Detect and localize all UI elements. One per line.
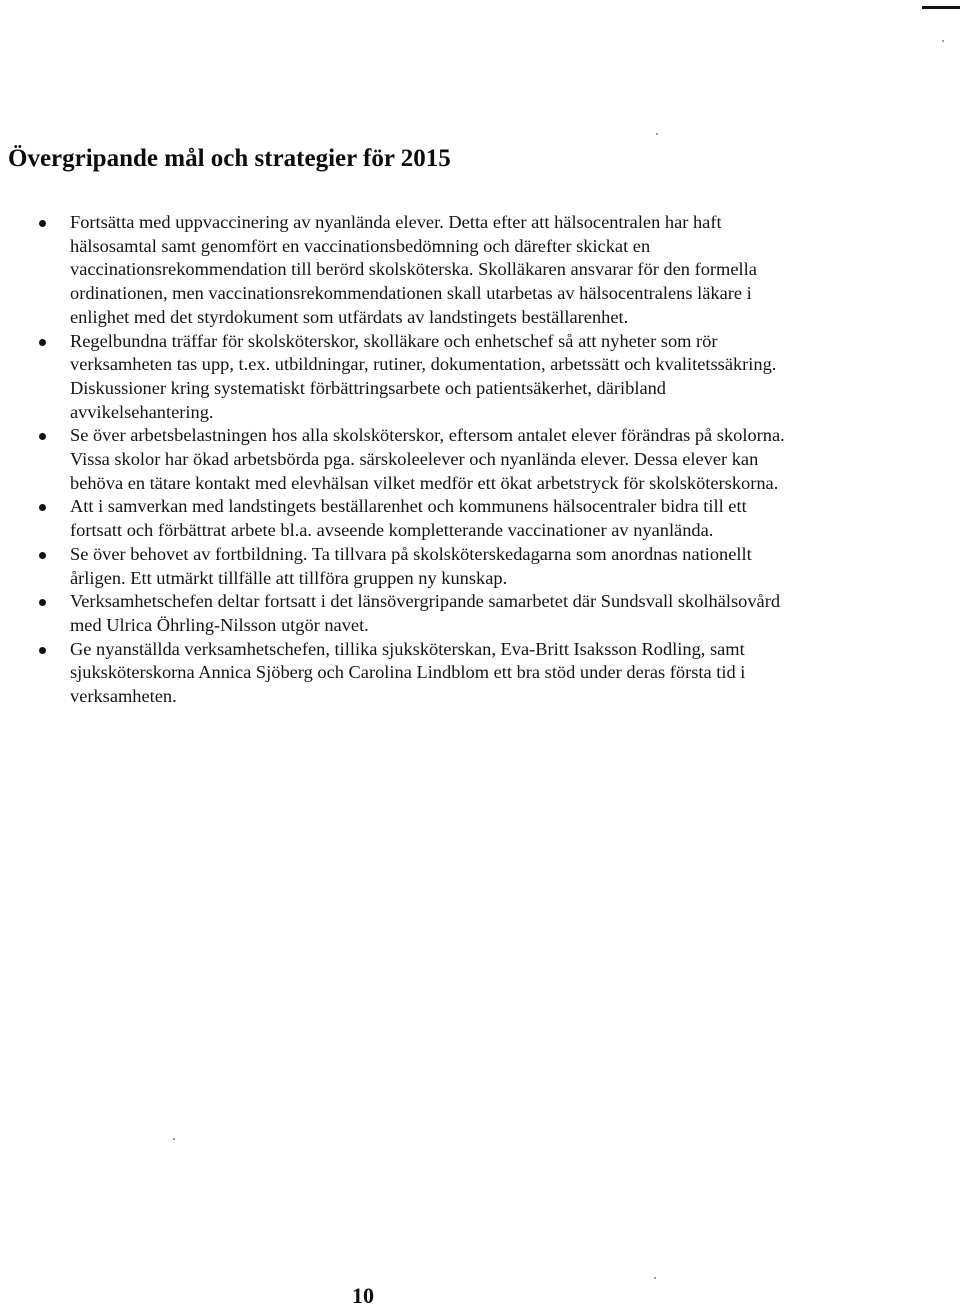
page-heading: Övergripande mål och strategier för 2015 (8, 145, 451, 172)
list-item-text: Fortsätta med uppvaccinering av nyanlända elever. Detta efter att hälsocentralen har haft hälsosamtal samt genomfört en vaccinationsbedömning och därefter skickat en vaccinationsrekommendation till berörd skolsköterska. Skolläkaren ansvarar för den formella ordinationen, men vaccinationsrekommendationen skall utarbetas av hälsocentralens läkare i enlighet med det styrdokument som utfärdats av landstingets beställarenhet. (70, 212, 757, 327)
list-item (70, 330, 790, 425)
list-item (70, 211, 790, 330)
bullet-icon (39, 552, 46, 559)
strategy-bullet-list (70, 211, 790, 709)
scan-speck (942, 40, 944, 42)
bullet-icon (39, 647, 46, 654)
list-item-text: Regelbundna träffar för skolsköterskor, skolläkare och enhetschef så att nyheter som rör verksamheten tas upp, t.ex. utbildningar, rutiner, dokumentation, arbetssätt och kvalitetssäkring. Diskussioner kring systematiskt förbättringsarbete och patientsäkerhet, däribland avvikelsehantering. (70, 330, 777, 422)
list-item-text: Att i samverkan med landstingets beställarenhet och kommunens hälsocentraler bidra till ett fortsatt och förbättrat arbete bl.a. avseende kompletterande vaccinationer av nyanlända. (70, 496, 747, 541)
list-item (70, 638, 790, 709)
bullet-icon (39, 504, 46, 511)
list-item-text: Se över behovet av fortbildning. Ta tillvara på skolsköterskedagarna som anordnas nationellt årligen. Ett utmärkt tillfälle att tillföra gruppen ny kunskap. (70, 543, 752, 588)
list-item (70, 543, 790, 590)
bullet-icon (39, 599, 46, 606)
scan-speck (656, 133, 658, 135)
page-number: 10 (352, 1283, 374, 1308)
list-item-text: Verksamhetschefen deltar fortsatt i det länsövergripande samarbetet där Sundsvall skolhälsovård med Ulrica Öhrling-Nilsson utgör navet. (70, 591, 781, 635)
bullet-icon (39, 220, 46, 227)
bullet-icon (39, 339, 46, 346)
scan-corner-mark (922, 6, 960, 9)
list-item (70, 590, 790, 637)
bullet-icon (39, 433, 46, 440)
scan-speck (654, 1277, 656, 1279)
list-item-text: Se över arbetsbelastningen hos alla skolsköterskor, eftersom antalet elever förändras på skolorna. Vissa skolor har ökad arbetsbörda pga. särskoleelever och nyanlända elever. Dessa elever kan behöva en tätare kontakt med elevhälsan vilket medför ett ökat arbetstryck för skolsköterskorna. (70, 425, 785, 493)
list-item (70, 495, 790, 542)
list-item (70, 424, 790, 495)
list-item-text: Ge nyanställda verksamhetschefen, tillika sjuksköterskan, Eva-Britt Isaksson Rodling, samt sjuksköterskorna Annica Sjöberg och Carolina Lindblom ett bra stöd under deras första tid i verksamheten. (70, 638, 746, 707)
scan-speck (173, 1138, 175, 1140)
